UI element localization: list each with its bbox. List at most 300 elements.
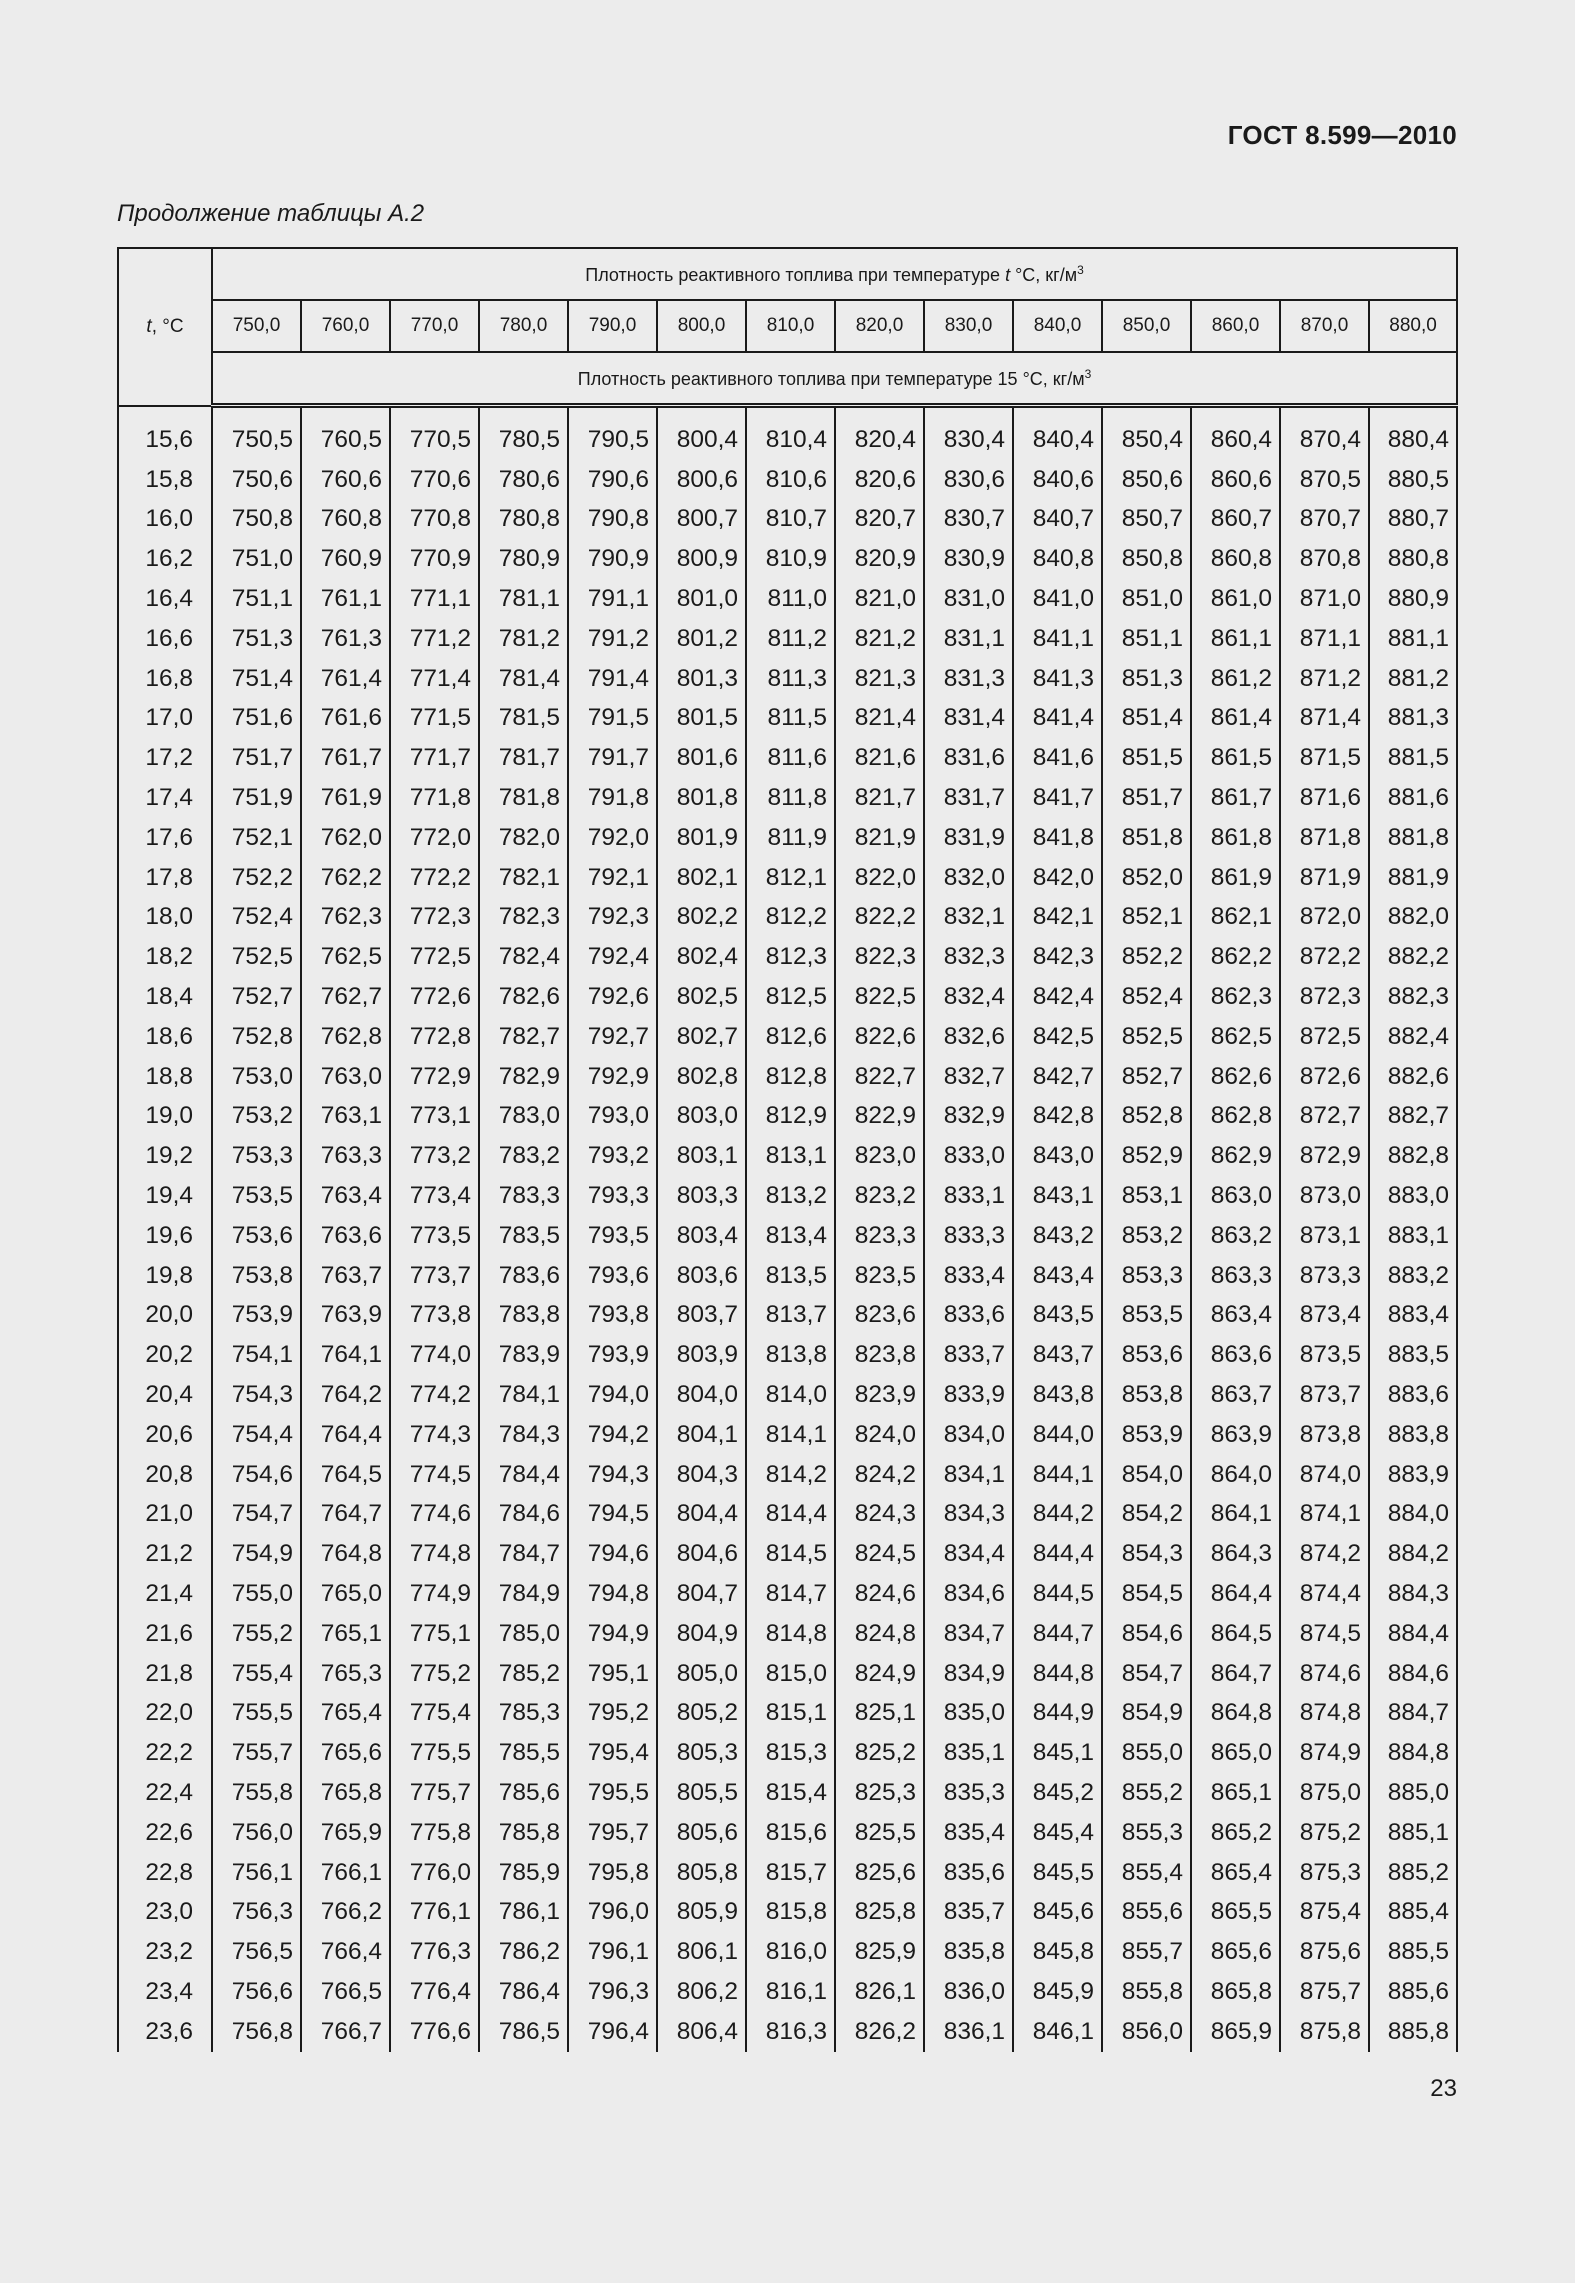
density-cell: 844,4	[1013, 1534, 1102, 1574]
density-cell: 752,8	[212, 1017, 301, 1057]
density-cell: 751,3	[212, 619, 301, 659]
density-cell: 851,7	[1102, 778, 1191, 818]
density-cell: 874,5	[1280, 1614, 1369, 1654]
density-cell: 796,0	[568, 1892, 657, 1932]
density-cell: 804,9	[657, 1614, 746, 1654]
density-cell: 854,5	[1102, 1574, 1191, 1614]
density-cell: 756,3	[212, 1892, 301, 1932]
table-row	[118, 579, 1457, 619]
density-cell: 820,6	[835, 460, 924, 500]
density-cell: 812,2	[746, 898, 835, 938]
density-cell: 821,2	[835, 619, 924, 659]
column-header: 830,0	[924, 300, 1013, 352]
temperature-cell: 17,2	[118, 738, 212, 778]
density-cell: 794,3	[568, 1455, 657, 1495]
density-cell: 874,2	[1280, 1534, 1369, 1574]
temperature-cell: 19,8	[118, 1256, 212, 1296]
density-cell: 806,4	[657, 2012, 746, 2052]
density-cell: 751,1	[212, 579, 301, 619]
density-cell: 792,0	[568, 818, 657, 858]
density-cell: 821,7	[835, 778, 924, 818]
temperature-cell: 23,0	[118, 1892, 212, 1932]
density-cell: 801,0	[657, 579, 746, 619]
density-cell: 781,8	[479, 778, 568, 818]
density-cell: 842,8	[1013, 1097, 1102, 1137]
density-cell: 780,5	[479, 420, 568, 460]
density-cell: 763,9	[301, 1296, 390, 1336]
density-cell: 870,8	[1280, 539, 1369, 579]
density-cell: 882,2	[1369, 937, 1457, 977]
density-cell: 771,4	[390, 659, 479, 699]
density-cell: 796,4	[568, 2012, 657, 2052]
density-cell: 773,4	[390, 1176, 479, 1216]
density-cell: 825,2	[835, 1733, 924, 1773]
density-cell: 803,7	[657, 1296, 746, 1336]
density-cell: 854,0	[1102, 1455, 1191, 1495]
density-cell: 792,7	[568, 1017, 657, 1057]
density-cell: 842,1	[1013, 898, 1102, 938]
table-body	[118, 420, 1457, 2052]
density-cell: 783,2	[479, 1136, 568, 1176]
spacer-cell	[479, 406, 568, 421]
density-cell: 766,2	[301, 1892, 390, 1932]
spacer-row	[118, 406, 1457, 421]
density-cell: 782,4	[479, 937, 568, 977]
density-cell: 753,8	[212, 1256, 301, 1296]
density-cell: 863,2	[1191, 1216, 1280, 1256]
density-cell: 841,8	[1013, 818, 1102, 858]
density-cell: 804,0	[657, 1375, 746, 1415]
density-cell: 823,2	[835, 1176, 924, 1216]
density-cell: 825,5	[835, 1813, 924, 1853]
density-cell: 855,0	[1102, 1733, 1191, 1773]
density-cell: 752,1	[212, 818, 301, 858]
page-number: 23	[1430, 2075, 1457, 2102]
density-cell: 791,2	[568, 619, 657, 659]
density-cell: 865,5	[1191, 1892, 1280, 1932]
density-cell: 764,2	[301, 1375, 390, 1415]
density-cell: 871,8	[1280, 818, 1369, 858]
temperature-cell: 18,4	[118, 977, 212, 1017]
temperature-cell: 16,2	[118, 539, 212, 579]
density-cell: 863,7	[1191, 1375, 1280, 1415]
density-cell: 792,1	[568, 858, 657, 898]
density-cell: 796,3	[568, 1972, 657, 2012]
density-cell: 842,7	[1013, 1057, 1102, 1097]
density-cell: 775,5	[390, 1733, 479, 1773]
density-cell: 806,1	[657, 1932, 746, 1972]
density-cell: 816,3	[746, 2012, 835, 2052]
spacer-cell	[301, 406, 390, 421]
density-cell: 766,1	[301, 1853, 390, 1893]
density-cell: 821,0	[835, 579, 924, 619]
density-cell: 832,9	[924, 1097, 1013, 1137]
density-cell: 864,1	[1191, 1495, 1280, 1535]
density-cell: 755,8	[212, 1773, 301, 1813]
table-row	[118, 1296, 1457, 1336]
density-cell: 860,6	[1191, 460, 1280, 500]
density-cell: 841,0	[1013, 579, 1102, 619]
density-cell: 885,4	[1369, 1892, 1457, 1932]
density-cell: 782,6	[479, 977, 568, 1017]
table-row	[118, 738, 1457, 778]
density-cell: 864,4	[1191, 1574, 1280, 1614]
table-row	[118, 1534, 1457, 1574]
density-cell: 832,7	[924, 1057, 1013, 1097]
density-cell: 814,7	[746, 1574, 835, 1614]
density-cell: 763,3	[301, 1136, 390, 1176]
column-header: 760,0	[301, 300, 390, 352]
density-cell: 772,5	[390, 937, 479, 977]
table-row	[118, 1654, 1457, 1694]
density-cell: 814,2	[746, 1455, 835, 1495]
density-cell: 830,4	[924, 420, 1013, 460]
density-cell: 833,9	[924, 1375, 1013, 1415]
table-caption: Продолжение таблицы А.2	[117, 200, 425, 227]
density-cell: 784,1	[479, 1375, 568, 1415]
density-cell: 885,8	[1369, 2012, 1457, 2052]
density-cell: 885,6	[1369, 1972, 1457, 2012]
density-cell: 773,7	[390, 1256, 479, 1296]
density-cell: 815,3	[746, 1733, 835, 1773]
density-cell: 756,6	[212, 1972, 301, 2012]
density-cell: 850,7	[1102, 500, 1191, 540]
density-cell: 884,8	[1369, 1733, 1457, 1773]
density-cell: 882,4	[1369, 1017, 1457, 1057]
density-cell: 753,2	[212, 1097, 301, 1137]
density-cell: 881,3	[1369, 699, 1457, 739]
density-cell: 875,7	[1280, 1972, 1369, 2012]
density-cell: 823,8	[835, 1335, 924, 1375]
table-row	[118, 858, 1457, 898]
temperature-cell: 22,0	[118, 1694, 212, 1734]
density-table-container	[117, 247, 1458, 2052]
density-cell: 865,4	[1191, 1853, 1280, 1893]
density-cell: 845,4	[1013, 1813, 1102, 1853]
density-cell: 861,2	[1191, 659, 1280, 699]
density-cell: 862,2	[1191, 937, 1280, 977]
density-cell: 784,9	[479, 1574, 568, 1614]
density-cell: 855,3	[1102, 1813, 1191, 1853]
density-cell: 752,4	[212, 898, 301, 938]
density-cell: 883,1	[1369, 1216, 1457, 1256]
density-cell: 853,5	[1102, 1296, 1191, 1336]
density-cell: 850,8	[1102, 539, 1191, 579]
density-cell: 795,8	[568, 1853, 657, 1893]
density-cell: 872,6	[1280, 1057, 1369, 1097]
temperature-cell: 19,6	[118, 1216, 212, 1256]
density-cell: 801,8	[657, 778, 746, 818]
density-cell: 782,3	[479, 898, 568, 938]
density-cell: 823,9	[835, 1375, 924, 1415]
density-cell: 880,9	[1369, 579, 1457, 619]
density-cell: 785,8	[479, 1813, 568, 1853]
density-cell: 823,3	[835, 1216, 924, 1256]
density-cell: 824,0	[835, 1415, 924, 1455]
density-cell: 835,6	[924, 1853, 1013, 1893]
density-cell: 841,3	[1013, 659, 1102, 699]
density-cell: 750,8	[212, 500, 301, 540]
density-cell: 752,5	[212, 937, 301, 977]
table-row	[118, 1176, 1457, 1216]
density-cell: 834,4	[924, 1534, 1013, 1574]
density-cell: 803,9	[657, 1335, 746, 1375]
density-cell: 871,1	[1280, 619, 1369, 659]
density-cell: 810,6	[746, 460, 835, 500]
density-cell: 750,5	[212, 420, 301, 460]
density-cell: 792,4	[568, 937, 657, 977]
density-cell: 776,3	[390, 1932, 479, 1972]
table-row	[118, 1375, 1457, 1415]
density-cell: 832,1	[924, 898, 1013, 938]
density-cell: 784,3	[479, 1415, 568, 1455]
density-cell: 810,7	[746, 500, 835, 540]
density-cell: 834,9	[924, 1654, 1013, 1694]
density-cell: 810,4	[746, 420, 835, 460]
temperature-cell: 17,6	[118, 818, 212, 858]
density-cell: 873,1	[1280, 1216, 1369, 1256]
column-header: 850,0	[1102, 300, 1191, 352]
density-cell: 765,9	[301, 1813, 390, 1853]
table-row	[118, 1614, 1457, 1654]
density-cell: 771,7	[390, 738, 479, 778]
density-cell: 763,6	[301, 1216, 390, 1256]
table-row	[118, 699, 1457, 739]
density-cell: 776,6	[390, 2012, 479, 2052]
density-cell: 751,9	[212, 778, 301, 818]
density-cell: 793,3	[568, 1176, 657, 1216]
table-row	[118, 1057, 1457, 1097]
density-cell: 814,8	[746, 1614, 835, 1654]
density-cell: 781,4	[479, 659, 568, 699]
density-cell: 786,2	[479, 1932, 568, 1972]
density-cell: 863,4	[1191, 1296, 1280, 1336]
density-cell: 790,6	[568, 460, 657, 500]
density-cell: 851,1	[1102, 619, 1191, 659]
density-cell: 786,5	[479, 2012, 568, 2052]
density-cell: 851,0	[1102, 579, 1191, 619]
density-cell: 842,0	[1013, 858, 1102, 898]
density-cell: 783,6	[479, 1256, 568, 1296]
density-cell: 846,1	[1013, 2012, 1102, 2052]
density-cell: 844,1	[1013, 1455, 1102, 1495]
density-cell: 851,8	[1102, 818, 1191, 858]
density-cell: 794,6	[568, 1534, 657, 1574]
density-cell: 764,5	[301, 1455, 390, 1495]
density-cell: 855,7	[1102, 1932, 1191, 1972]
density-cell: 863,6	[1191, 1335, 1280, 1375]
density-cell: 852,2	[1102, 937, 1191, 977]
table-row	[118, 1415, 1457, 1455]
unit-exponent: 3	[1084, 366, 1092, 381]
temperature-cell: 22,6	[118, 1813, 212, 1853]
density-cell: 825,9	[835, 1932, 924, 1972]
density-cell: 833,1	[924, 1176, 1013, 1216]
temperature-cell: 20,6	[118, 1415, 212, 1455]
density-cell: 813,2	[746, 1176, 835, 1216]
density-cell: 843,8	[1013, 1375, 1102, 1415]
density-cell: 755,0	[212, 1574, 301, 1614]
density-cell: 863,0	[1191, 1176, 1280, 1216]
reference-density-header: Плотность реактивного топлива при температуре 15 °C, $кг/м^3$	[212, 352, 1457, 406]
density-cell: 883,9	[1369, 1455, 1457, 1495]
density-cell: 756,8	[212, 2012, 301, 2052]
spacer-cell	[390, 406, 479, 421]
density-cell: 783,5	[479, 1216, 568, 1256]
density-cell: 873,0	[1280, 1176, 1369, 1216]
density-cell: 885,0	[1369, 1773, 1457, 1813]
density-table	[117, 247, 1458, 2052]
density-cell: 774,2	[390, 1375, 479, 1415]
table-row	[118, 898, 1457, 938]
density-cell: 776,4	[390, 1972, 479, 2012]
density-cell: 880,7	[1369, 500, 1457, 540]
density-cell: 781,5	[479, 699, 568, 739]
density-cell: 824,8	[835, 1614, 924, 1654]
density-cell: 825,3	[835, 1773, 924, 1813]
density-cell: 751,0	[212, 539, 301, 579]
density-cell: 884,7	[1369, 1694, 1457, 1734]
density-cell: 804,3	[657, 1455, 746, 1495]
column-header: 800,0	[657, 300, 746, 352]
density-cell: 776,1	[390, 1892, 479, 1932]
density-cell: 771,2	[390, 619, 479, 659]
density-cell: 853,8	[1102, 1375, 1191, 1415]
density-cell: 774,0	[390, 1335, 479, 1375]
density-cell: 844,5	[1013, 1574, 1102, 1614]
density-cell: 853,9	[1102, 1415, 1191, 1455]
density-cell: 871,2	[1280, 659, 1369, 699]
density-cell: 811,3	[746, 659, 835, 699]
density-cell: 770,8	[390, 500, 479, 540]
density-cell: 764,4	[301, 1415, 390, 1455]
temperature-cell: 19,0	[118, 1097, 212, 1137]
table-row	[118, 2012, 1457, 2052]
density-cell: 864,3	[1191, 1534, 1280, 1574]
density-cell: 851,5	[1102, 738, 1191, 778]
temperature-cell: 18,2	[118, 937, 212, 977]
table-row	[118, 1335, 1457, 1375]
density-cell: 872,2	[1280, 937, 1369, 977]
density-cell: 862,1	[1191, 898, 1280, 938]
density-cell: 792,9	[568, 1057, 657, 1097]
density-cell: 754,1	[212, 1335, 301, 1375]
density-cell: 872,7	[1280, 1097, 1369, 1137]
density-cell: 835,3	[924, 1773, 1013, 1813]
density-cell: 884,6	[1369, 1654, 1457, 1694]
density-cell: 833,0	[924, 1136, 1013, 1176]
density-cell: 775,4	[390, 1694, 479, 1734]
density-cell: 812,5	[746, 977, 835, 1017]
density-cell: 881,6	[1369, 778, 1457, 818]
table-row	[118, 659, 1457, 699]
density-cell: 801,9	[657, 818, 746, 858]
density-cell: 783,0	[479, 1097, 568, 1137]
table-row	[118, 1773, 1457, 1813]
density-cell: 834,3	[924, 1495, 1013, 1535]
density-cell: 775,8	[390, 1813, 479, 1853]
density-cell: 795,1	[568, 1654, 657, 1694]
density-cell: 855,4	[1102, 1853, 1191, 1893]
density-cell: 782,1	[479, 858, 568, 898]
density-cell: 845,1	[1013, 1733, 1102, 1773]
density-cell: 815,6	[746, 1813, 835, 1853]
density-cell: 755,7	[212, 1733, 301, 1773]
density-cell: 871,5	[1280, 738, 1369, 778]
density-cell: 761,6	[301, 699, 390, 739]
density-cell: 862,6	[1191, 1057, 1280, 1097]
density-cell: 772,0	[390, 818, 479, 858]
table-row	[118, 1574, 1457, 1614]
density-cell: 832,4	[924, 977, 1013, 1017]
density-cell: 845,8	[1013, 1932, 1102, 1972]
density-cell: 831,4	[924, 699, 1013, 739]
temperature-cell: 16,6	[118, 619, 212, 659]
density-cell: 780,6	[479, 460, 568, 500]
density-cell: 814,0	[746, 1375, 835, 1415]
density-cell: 821,6	[835, 738, 924, 778]
density-cell: 795,4	[568, 1733, 657, 1773]
density-cell: 854,2	[1102, 1495, 1191, 1535]
density-cell: 836,1	[924, 2012, 1013, 2052]
temperature-cell: 20,2	[118, 1335, 212, 1375]
density-cell: 845,6	[1013, 1892, 1102, 1932]
density-cell: 805,9	[657, 1892, 746, 1932]
spacer-cell	[1280, 406, 1369, 421]
density-cell: 844,0	[1013, 1415, 1102, 1455]
density-cell: 831,6	[924, 738, 1013, 778]
spacer-cell	[212, 406, 301, 421]
density-cell: 874,0	[1280, 1455, 1369, 1495]
density-cell: 763,1	[301, 1097, 390, 1137]
column-header: 780,0	[479, 300, 568, 352]
density-cell: 802,2	[657, 898, 746, 938]
density-cell: 791,7	[568, 738, 657, 778]
density-cell: 756,0	[212, 1813, 301, 1853]
density-cell: 824,2	[835, 1455, 924, 1495]
density-cell: 796,1	[568, 1932, 657, 1972]
density-cell: 801,3	[657, 659, 746, 699]
density-cell: 792,6	[568, 977, 657, 1017]
density-cell: 862,8	[1191, 1097, 1280, 1137]
density-cell: 815,0	[746, 1654, 835, 1694]
table-row	[118, 460, 1457, 500]
density-cell: 774,6	[390, 1495, 479, 1535]
spacer-cell	[118, 406, 212, 421]
density-cell: 786,1	[479, 1892, 568, 1932]
density-cell: 800,6	[657, 460, 746, 500]
density-cell: 756,5	[212, 1932, 301, 1972]
density-cell: 794,9	[568, 1614, 657, 1654]
temperature-cell: 16,0	[118, 500, 212, 540]
density-cell: 761,9	[301, 778, 390, 818]
density-cell: 783,8	[479, 1296, 568, 1336]
column-header: 880,0	[1369, 300, 1457, 352]
density-cell: 813,5	[746, 1256, 835, 1296]
density-cell: 751,4	[212, 659, 301, 699]
density-cell: 764,1	[301, 1335, 390, 1375]
density-cell: 862,9	[1191, 1136, 1280, 1176]
density-cell: 814,5	[746, 1534, 835, 1574]
density-cell: 874,9	[1280, 1733, 1369, 1773]
density-cell: 763,4	[301, 1176, 390, 1216]
density-cell: 882,3	[1369, 977, 1457, 1017]
density-cell: 875,6	[1280, 1932, 1369, 1972]
density-cell: 785,3	[479, 1694, 568, 1734]
density-cell: 773,1	[390, 1097, 479, 1137]
temperature-cell: 21,8	[118, 1654, 212, 1694]
density-cell: 805,3	[657, 1733, 746, 1773]
